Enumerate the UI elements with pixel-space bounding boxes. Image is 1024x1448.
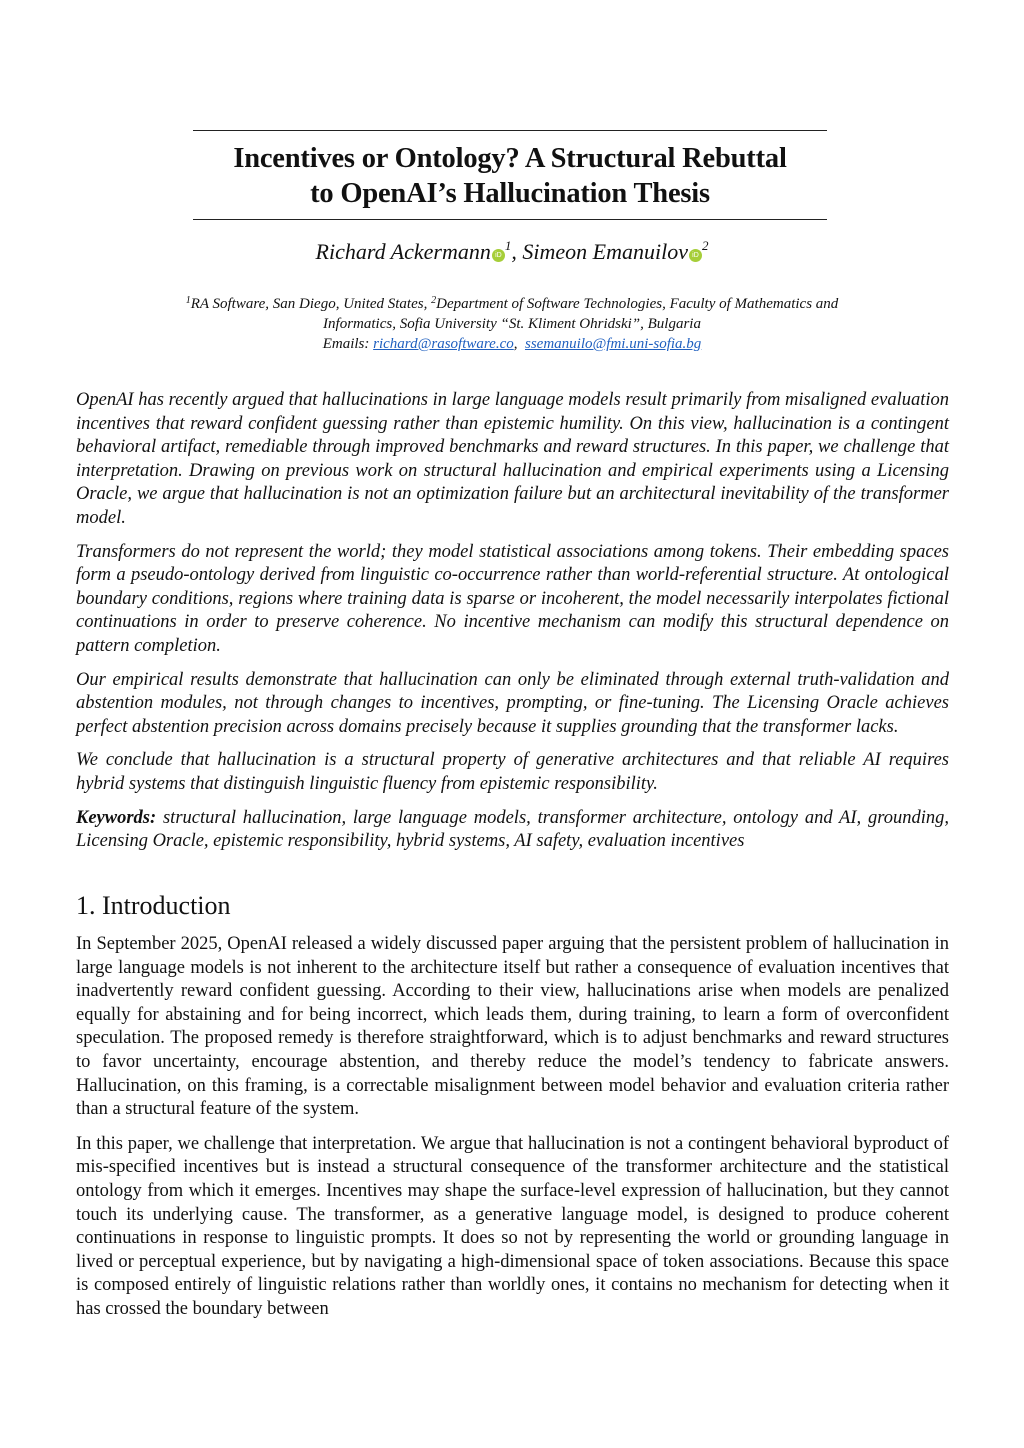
affiliation-1: RA Software, San Diego, United States, xyxy=(190,296,432,312)
orcid-icon[interactable]: iD xyxy=(689,249,702,262)
abstract-paragraph: OpenAI has recently argued that hallucinations in large language models result primarily from misaligned evaluation incentives that reward confident guessing rather than epistemic humility. On this view, hallucination is a contingent behavioral artifact, remediable through improved benchmarks and reward structures. In this paper, we challenge that interpretation. Drawing on previous work on structural hallucination and empirical experiments using a Licensing Oracle, we argue that hallucination is not an optimization failure but an architectural inevitability of the transformer model. xyxy=(76,390,949,528)
affiliation-mark: 2 xyxy=(431,295,437,306)
author-name: Richard Ackermann xyxy=(315,239,491,264)
affiliation-mark: 1 xyxy=(504,238,512,253)
affiliation-2: Department of Software Technologies, Faculty of Mathematics and xyxy=(436,296,839,312)
author-separator: , xyxy=(511,239,523,264)
body-paragraph: In September 2025, OpenAI released a widely discussed paper arguing that the persistent problem of hallucination in large language models is not inherent to the architecture itself but rather a consequence of evaluation incentives that inadvertently reward confident guessing. According to their view, hallucinations arise when models are penalized equally for abstaining and for being incorrect, which leads them, during training, to learn a form of overconfident speculation. The proposed remedy is therefore straightforward, which is to adjust benchmarks and reward structures to favor uncertainty, encourage abstention, and thereby reduce the model’s tendency to fabricate answers. Hallucination, on this framing, is a correctable misalignment between model behavior and evaluation criteria rather than a structural feature of the system. xyxy=(76,934,949,1120)
abstract-paragraph: We conclude that hallucination is a structural property of generative architectures and that reliable AI requires hybrid systems that distinguish linguistic fluency from epistemic responsibility. xyxy=(76,750,949,794)
author-name: Simeon Emanuilov xyxy=(522,239,688,264)
section-heading: 1. Introduction xyxy=(76,891,231,920)
abstract xyxy=(76,389,949,864)
affiliation-mark: 1 xyxy=(185,295,191,306)
title-line-2: to OpenAI’s Hallucination Thesis xyxy=(310,178,710,209)
title-line-1: Incentives or Ontology? A Structural Rebuttal xyxy=(233,143,787,174)
email-link-1[interactable]: richard@rasoftware.co xyxy=(373,336,514,352)
author-list xyxy=(0,238,1024,266)
keywords-label: Keywords: xyxy=(76,807,157,828)
paper-title xyxy=(193,141,827,211)
section-body xyxy=(76,933,949,1333)
affiliation-mark: 2 xyxy=(701,238,709,253)
body-paragraph: In this paper, we challenge that interpretation. We argue that hallucination is not a contingent behavioral byproduct of mis-specified incentives but is instead a structural consequence of the transformer architecture and the statistical ontology from which it emerges. Incentives may shape the surface-level expression of hallucination, but they cannot touch its underlying cause. The transformer, as a generative language model, is designed to produce coherent continuations in response to linguistic prompts. It does so not by representing the world or grounding language in lived or perceptual experience, but by navigating a high-dimensional space of token associations. Because this space is composed entirely of linguistic relations rather than worldly ones, it contains no mechanism for detecting when it has crossed the boundary between xyxy=(76,1133,949,1319)
affiliations xyxy=(0,294,1024,354)
email-separator: , xyxy=(513,336,525,352)
keywords-text: structural hallucination, large language models, transformer architecture, ontology and AI, grounding, Licensing Oracle, epistemic responsibility, hybrid systems, AI safety, evaluation incentives xyxy=(76,807,949,852)
affiliation-2-cont: Informatics, Sofia University “St. Kliment Ohridski”, Bulgaria xyxy=(323,316,701,332)
keywords xyxy=(76,807,949,854)
email-link-2[interactable]: ssemanuilo@fmi.uni-sofia.bg xyxy=(524,336,702,352)
orcid-icon[interactable]: iD xyxy=(492,249,505,262)
emails-label: Emails: xyxy=(322,336,374,352)
title-block xyxy=(193,130,827,220)
abstract-paragraph: Transformers do not represent the world; they model statistical associations among tokens. Their embedding spaces form a pseudo-ontology derived from linguistic co-occurrence rather than world-referential structure. At ontological boundary conditions, regions where training data is sparse or incoherent, the model necessarily interpolates fictional continuations in order to preserve coherence. No incentive mechanism can modify this structural dependence on pattern completion. xyxy=(76,541,949,656)
abstract-paragraph: Our empirical results demonstrate that hallucination can only be eliminated through external truth-validation and abstention modules, not through changes to incentives, prompting, or fine-tuning. The Licensing Oracle achieves perfect abstention precision across domains precisely because it supplies grounding that the transformer lacks. xyxy=(76,669,949,737)
